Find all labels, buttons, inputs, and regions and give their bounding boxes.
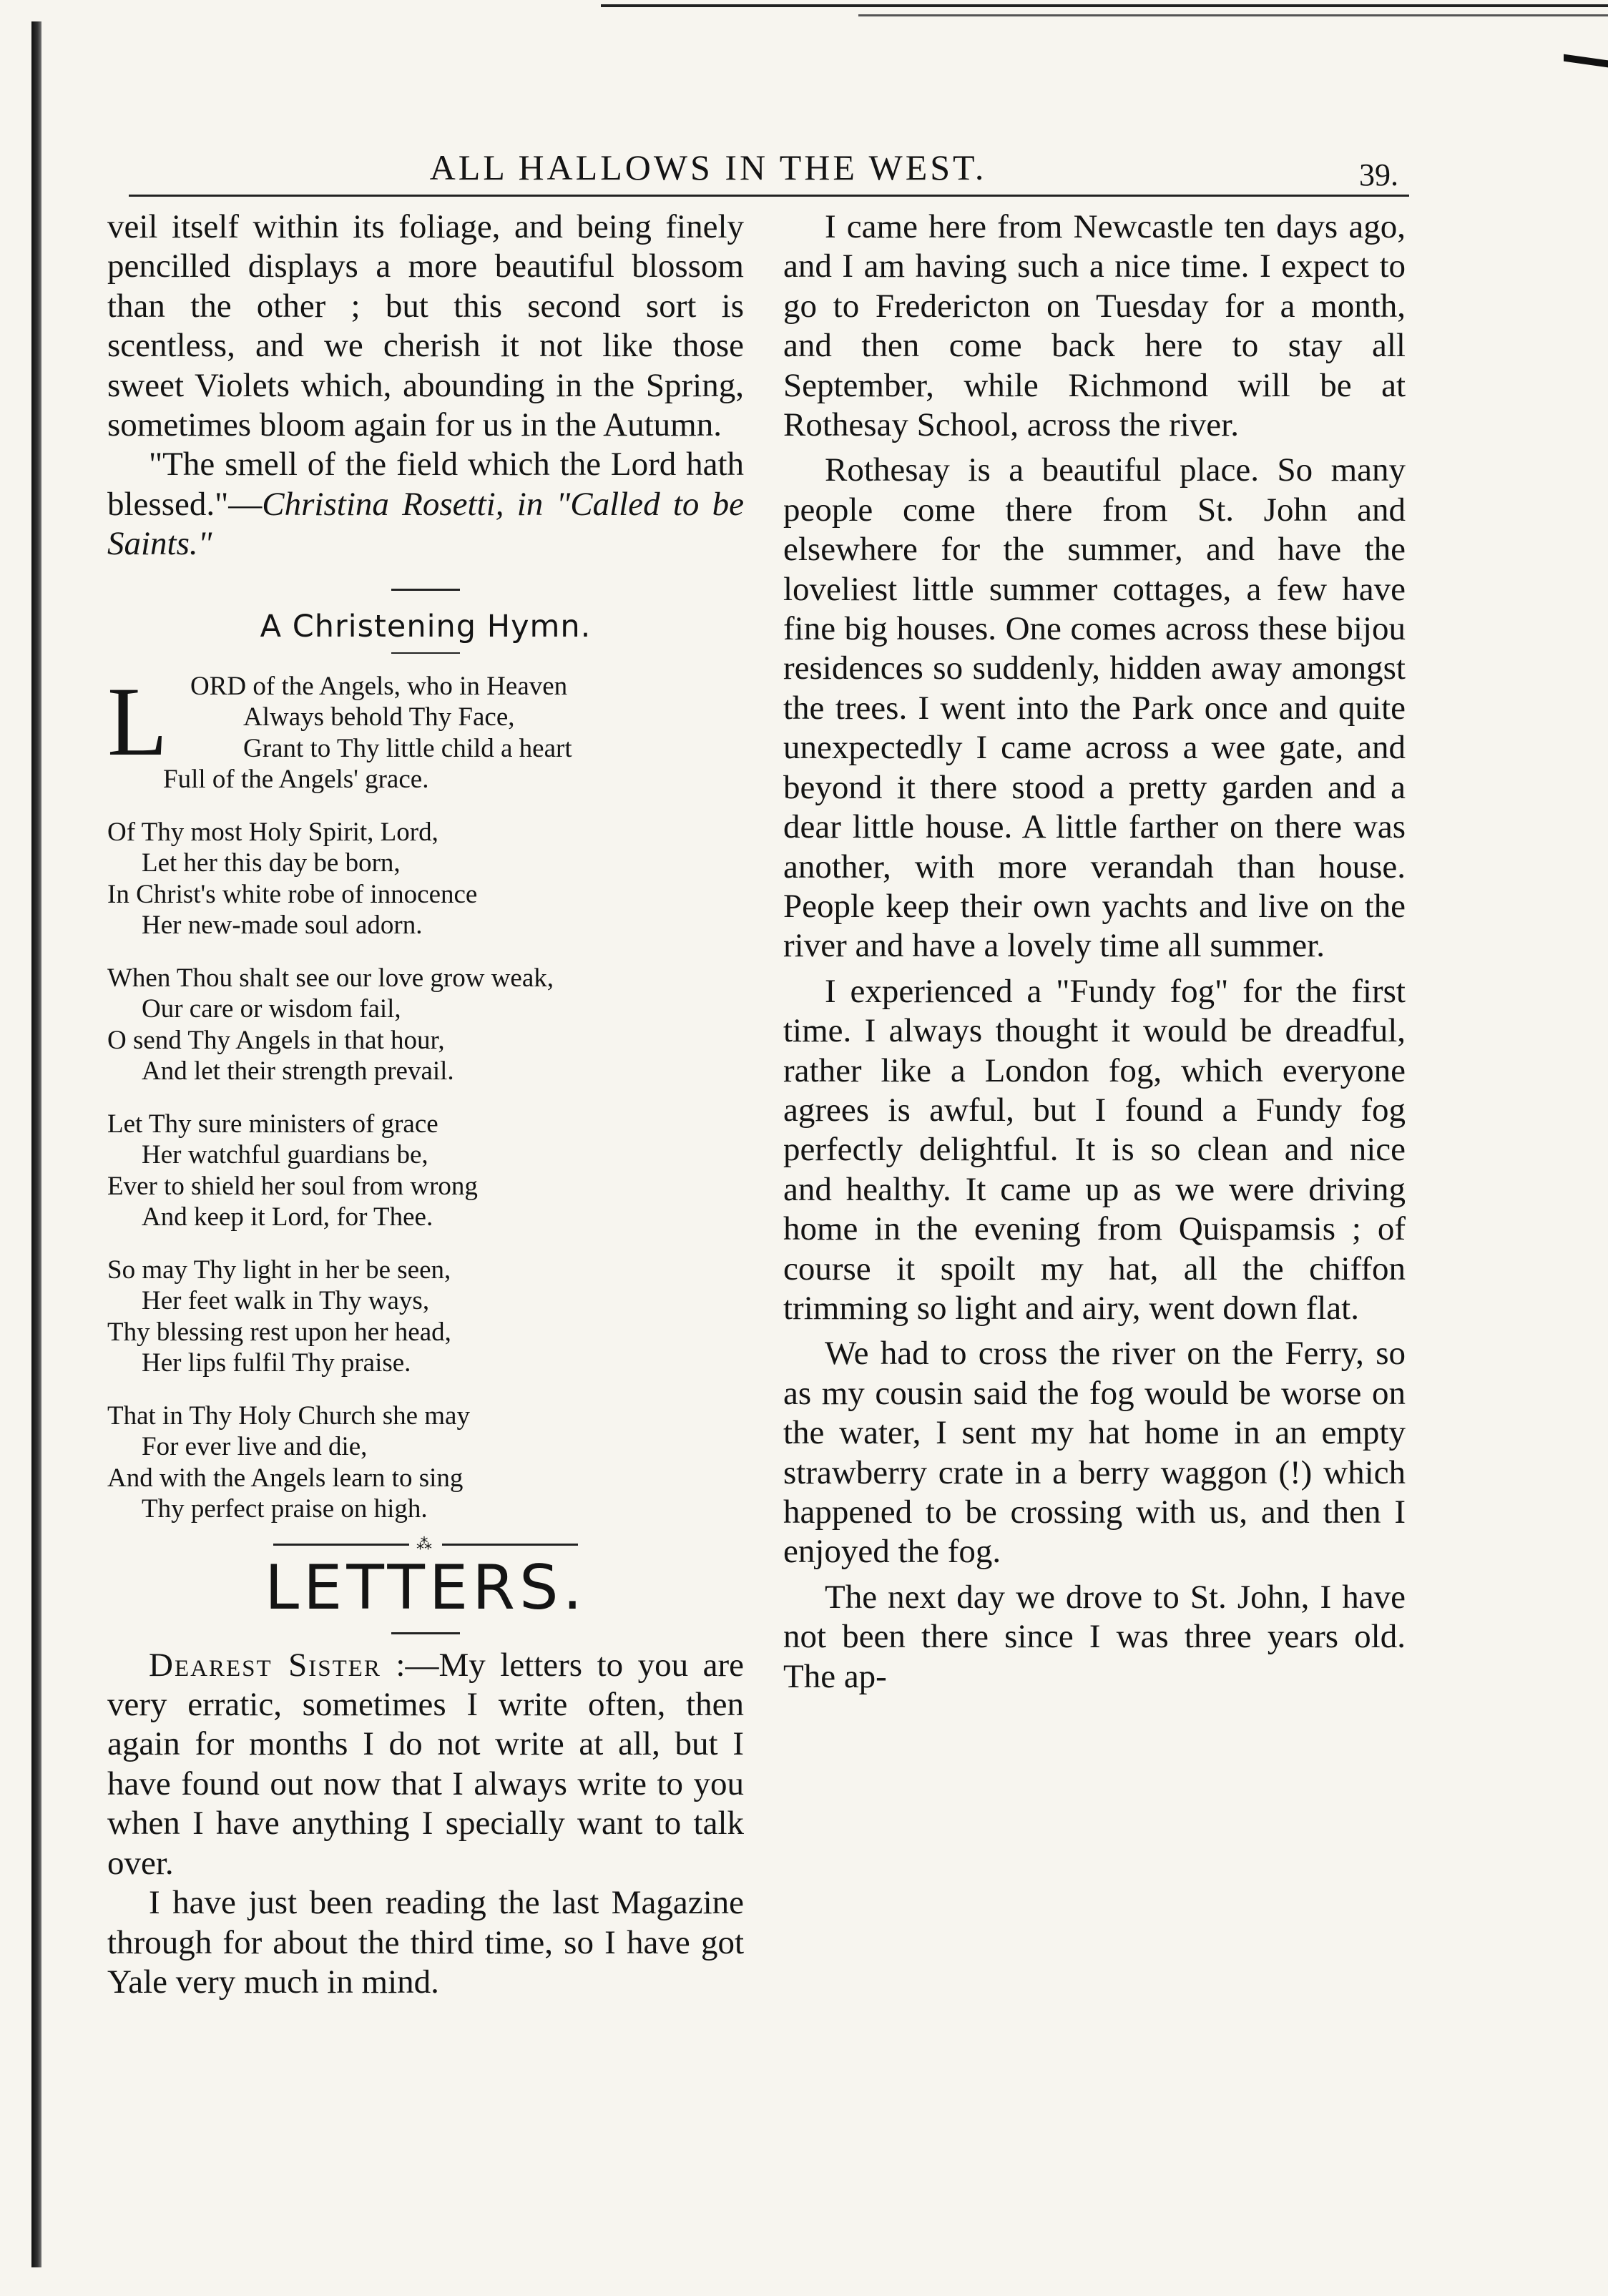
letter-paragraph-4: Rothesay is a beautiful place. So many people come there from St. John and elsewhere for the summer, and have the loveliest little summer cottages, a few have fine big houses. One comes across these bijou residences so suddenly, hidden away amongst the trees. I went into the Park once and quite unexpectedly I came across a wee gate, and beyond it there stood a pretty garden and a dear little house. A little farther on there was another, with more verandah than house. People keep their own yachts and live on the river and have a lovely time all summer. — [783, 451, 1406, 965]
quote-paragraph — [107, 445, 744, 564]
letter-paragraph-1 — [107, 1646, 744, 1883]
stanza-line: And let their strength prevail. — [142, 1056, 454, 1086]
ornament-icon: ⁂ — [416, 1535, 435, 1554]
scan-margin-mark — [1564, 54, 1608, 68]
stanza-line: Full of the Angels' grace. — [163, 765, 429, 795]
stanza-line: Her watchful guardians be, — [142, 1140, 428, 1170]
quote-text: "The smell of the field which the Lord hath blessed." — [107, 446, 744, 523]
stanza-line: That in Thy Holy Church she may — [107, 1400, 470, 1431]
hymn-title-rule — [391, 652, 460, 654]
letter-paragraph-5: I experienced a "Fundy fog" for the first time. I always thought it would be dreadful, rather like a London fog, which everyone agrees is awful, but I found a Fundy fog perfectly delightful. It is so clean and nice and healthy. It came up as we were driving home in the evening from Quispamsis ; of course it spoilt my hat, all the chiffon trimming so light and airy, went down flat. — [783, 972, 1406, 1327]
letter-salutation: Dearest Sister — [149, 1646, 381, 1684]
stanza-line: Grant to Thy little child a heart — [243, 733, 572, 763]
intro-paragraph: veil itself within its foliage, and being finely pencilled displays a more beautiful blossom than the other ; but this second sort is scentless, and we cherish it not like those sweet Violets which, abounding in the Spring, sometimes bloom again for us in the Autumn. — [107, 208, 744, 444]
stanza-line: Thy perfect praise on high. — [142, 1494, 428, 1524]
stanza-line: For ever live and die, — [142, 1432, 368, 1462]
section-rule — [391, 589, 460, 591]
left-column — [107, 207, 744, 2002]
stanza-line: ORD of the Angels, who in Heaven — [190, 671, 568, 701]
page-number: 39. — [1359, 157, 1398, 192]
header-rule — [129, 195, 1409, 197]
quote-dash: — — [228, 485, 263, 523]
stanza-line: O send Thy Angels in that hour, — [107, 1025, 445, 1055]
hymn-stanza-3 — [107, 963, 744, 1087]
page-header — [129, 147, 1416, 197]
stanza-line: In Christ's white robe of innocence — [107, 879, 478, 909]
stanza-line: Let Thy sure ministers of grace — [107, 1109, 438, 1139]
ornament-bar-right — [442, 1544, 578, 1546]
hymn-stanza-2 — [107, 817, 744, 941]
letter-paragraph-2: I have just been reading the last Magazine through for about the third time, so I have got Yale very much in mind. — [107, 1884, 744, 2001]
letters-heading: LETTERS. — [265, 1551, 587, 1624]
letter-paragraph-1-text: :—My letters to you are very erratic, sometimes I write often, then again for months I do not write at all, but I have found out now that I always write to you when I have anything I specially want to talk over. — [107, 1646, 745, 1882]
stanza-line: Our care or wisdom fail, — [142, 994, 401, 1024]
letter-paragraph-7: The next day we drove to St. John, I have not been there since I was three years old. The ap- — [783, 1578, 1406, 1695]
stanza-line: So may Thy light in her be seen, — [107, 1255, 451, 1285]
quote-author: Christina Rosetti, — [262, 485, 517, 523]
hymn-title: A Christening Hymn. — [260, 608, 592, 644]
drop-cap: L — [107, 666, 168, 776]
stanza-line: Her lips fulfil Thy praise. — [142, 1348, 411, 1378]
stanza-line: And with the Angels learn to sing — [107, 1463, 464, 1493]
hymn-stanza-5 — [107, 1255, 744, 1379]
ornament-bar-left — [273, 1544, 409, 1546]
quote-source: "Called to be Saints." — [107, 485, 745, 563]
scan-top-rule-secondary — [858, 14, 1608, 16]
right-column — [783, 207, 1406, 1702]
running-title: ALL HALLOWS IN THE WEST. — [429, 147, 987, 187]
scan-top-rule — [601, 4, 1608, 7]
scan-binding-edge — [31, 21, 41, 2267]
hymn-stanza-6 — [107, 1400, 744, 1525]
stanza-line: And keep it Lord, for Thee. — [142, 1202, 433, 1232]
stanza-line: When Thou shalt see our love grow weak, — [107, 963, 554, 993]
hymn-stanza-4 — [107, 1109, 744, 1233]
ornament-divider — [107, 1535, 744, 1554]
letter-paragraph-6: We had to cross the river on the Ferry, so as my cousin said the fog would be worse on the water, I sent my hat home in an empty strawberry crate in a berry waggon (!) which happened to be crossing with us, and then I enjoyed the fog. — [783, 1335, 1406, 1571]
letter-paragraph-3: I came here from Newcastle ten days ago, and I am having such a nice time. I expect to go to Fredericton on Tuesday for a month, and then come back here to stay all September, while Richmond will be at Rothesay School, across the river. — [783, 208, 1406, 444]
stanza-line: Let her this day be born, — [142, 848, 401, 878]
stanza-line: Thy blessing rest upon her head, — [107, 1317, 451, 1347]
stanza-line: Her feet walk in Thy ways, — [142, 1286, 430, 1316]
quote-in: in — [516, 485, 557, 523]
stanza-line: Ever to shield her soul from wrong — [107, 1171, 478, 1201]
hymn-stanza-1 — [107, 666, 744, 795]
letters-rule — [391, 1632, 460, 1634]
stanza-line: Her new-made soul adorn. — [142, 911, 423, 941]
stanza-line: Always behold Thy Face, — [243, 702, 515, 732]
stanza-line: Of Thy most Holy Spirit, Lord, — [107, 817, 438, 847]
